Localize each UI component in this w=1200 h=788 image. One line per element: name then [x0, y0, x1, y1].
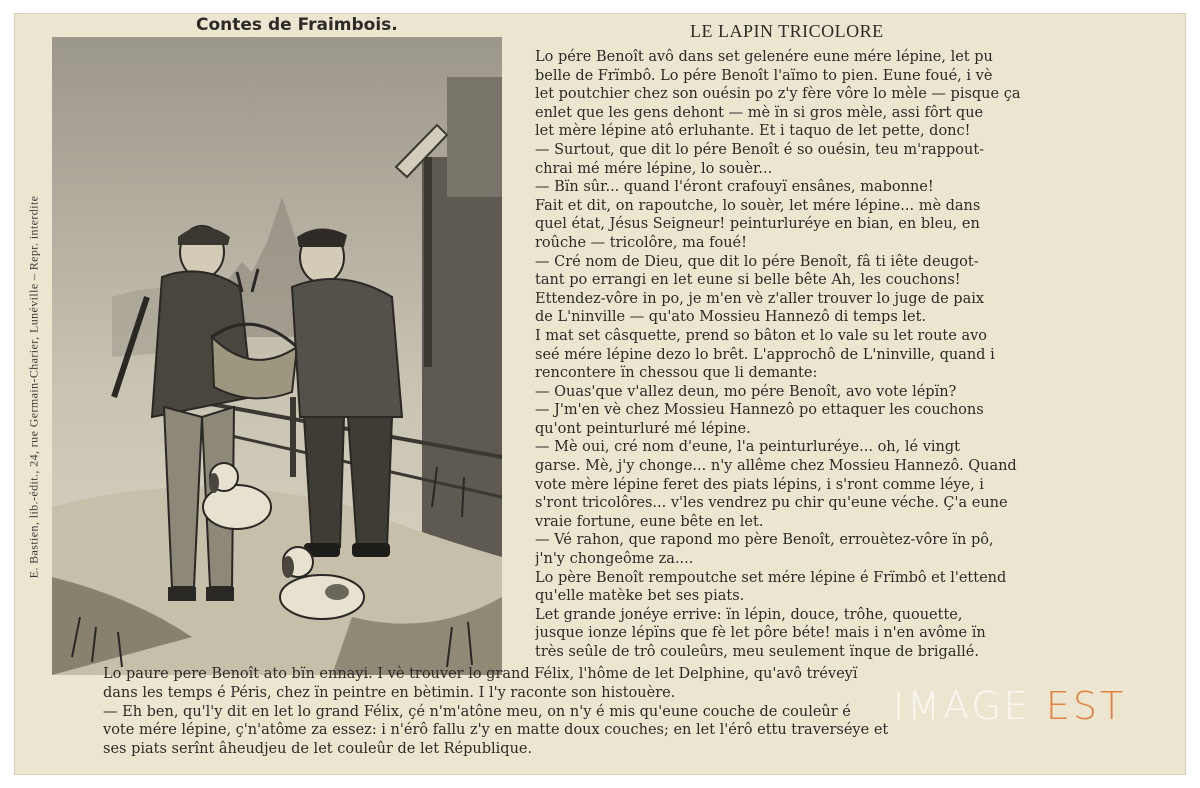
story-line: dans les temps é Péris, chez ïn peintre en bètimin. I l'y raconte son histouère.: [103, 684, 676, 701]
story-line: let mère lépine atô erluhante. Et i taquo de let pette, donc!: [535, 123, 971, 140]
story-line: jusque ionze lépïns que fè let pôre béte! mais i n'en avôme ïn: [535, 625, 986, 642]
story-line: Let grande jonéye errive: ïn lépin, douce, trôhe, quouette,: [535, 606, 963, 623]
story-line: — Cré nom de Dieu, que dit lo pére Benoît, fâ ti iête deugot-: [535, 253, 979, 270]
story-line: belle de Frïmbô. Lo pére Benoît l'aïmo to pien. Eune foué, i vè: [535, 67, 993, 84]
story-line: — J'm'en vè chez Mossieu Hannezô po ettaquer les couchons: [535, 402, 984, 419]
series-title: Contes de Fraimbois.: [196, 15, 398, 35]
publisher-credit: [14, 104, 54, 669]
story-line: vraie fortune, eune bête en let.: [535, 513, 764, 530]
publisher-credit-text: E. Bastien, lib.-édit., 24, rue Germain-Charier, Lunéville – Repr. interdite: [26, 195, 41, 578]
story-line: I mat set câsquette, prend so bâton et lo vale su let route avo: [535, 327, 988, 344]
story-line: — Ouas'que v'allez deun, mo pére Benoît, avo vote lépïn?: [535, 383, 957, 400]
story-line: Ettendez-vôre in po, je m'en vè z'aller trouver lo juge de paix: [535, 290, 985, 307]
story-illustration: [52, 37, 502, 675]
story-line: ses piats serînt âheudjeu de let couleûr de let République.: [103, 741, 533, 758]
story-line: qu'ont peinturluré mé lépine.: [535, 420, 751, 437]
story-line: chrai mé mére lépine, lo souèr...: [535, 160, 773, 177]
story-line: — Mè oui, cré nom d'eune, l'a peinturluréye... oh, lé vingt: [535, 439, 960, 456]
story-line: — Vé rahon, que rapond mo père Benoît, errouètez-vôre ïn pô,: [535, 532, 994, 549]
story-line: garse. Mè, j'y chonge... n'y allême chez Mossieu Hannezô. Quand: [535, 458, 1017, 475]
story-line: enlet que les gens dehont — mè ïn si gros mèle, assi fôrt que: [535, 104, 984, 121]
story-line: Lo pére Benoît avô dans set gelenére eune mére lépine, let pu: [535, 49, 993, 65]
story-text-right: [535, 48, 1161, 662]
story-line: rencontere ïn chessou que li demante:: [535, 365, 818, 382]
story-line: j'n'y chongeôme za....: [535, 551, 694, 568]
story-line: de L'ninville — qu'ato Mossieu Hannezô di temps let.: [535, 309, 927, 326]
story-line: vote mére lépine, ç'n'atôme za essez: i n'érô fallu z'y en matte doux couches; en let l'érô ettu traverséye et: [103, 722, 889, 739]
story-line: quel état, Jésus Seigneur! peinturluréye en bian, en bleu, en: [535, 216, 980, 233]
story-line: Fait et dit, on rapoutche, lo souèr, let mére lépine... mè dans: [535, 197, 981, 214]
story-line: — Surtout, que dit lo pére Benoît é so ouésin, teu m'rappout-: [535, 141, 985, 158]
watermark-part2: EST: [1045, 684, 1127, 728]
image-est-watermark: [893, 684, 1126, 728]
watermark-part1: IMAGE: [893, 684, 1031, 728]
story-line: seé mére lépine dezo lo brêt. L'approchô de L'ninville, quand i: [535, 346, 995, 363]
story-line: Lo paure pere Benoît ato bïn ennayi. I vè trouver lo grand Félix, l'hôme de let Delphine, qu'avô tréveyï: [103, 666, 858, 682]
story-line: Lo père Benoît rempoutche set mére lépine é Frïmbô et l'ettend: [535, 569, 1007, 586]
story-line: let poutchier chez son ouésin po z'y fère vôre lo mèle — pisque ça: [535, 86, 1021, 103]
story-line: très seûle de trô couleûrs, meu seulement ïnque de brigallé.: [535, 644, 979, 660]
story-line: — Bïn sûr... quand l'éront crafouyï ensânes, mabonne!: [535, 179, 934, 196]
story-line: roûche — tricolôre, ma foué!: [535, 234, 747, 251]
story-line: qu'elle matèke bet ses piats.: [535, 588, 745, 605]
story-title: LE LAPIN TRICOLORE: [690, 21, 884, 41]
story-line: tant po errangi en let eune si belle bête Ah, les couchons!: [535, 272, 961, 289]
story-line: vote mère lépine feret des piats lépins, i s'ront comme léye, i: [535, 476, 984, 493]
story-line: — Eh ben, qu'l'y dit en let lo grand Félix, çé n'm'atône meu, on n'y é mis qu'eune couche de couleûr é: [103, 703, 851, 720]
story-line: s'ront tricolôres... v'les vendrez pu chir qu'eune véche. Ç'a eune: [535, 495, 1008, 512]
